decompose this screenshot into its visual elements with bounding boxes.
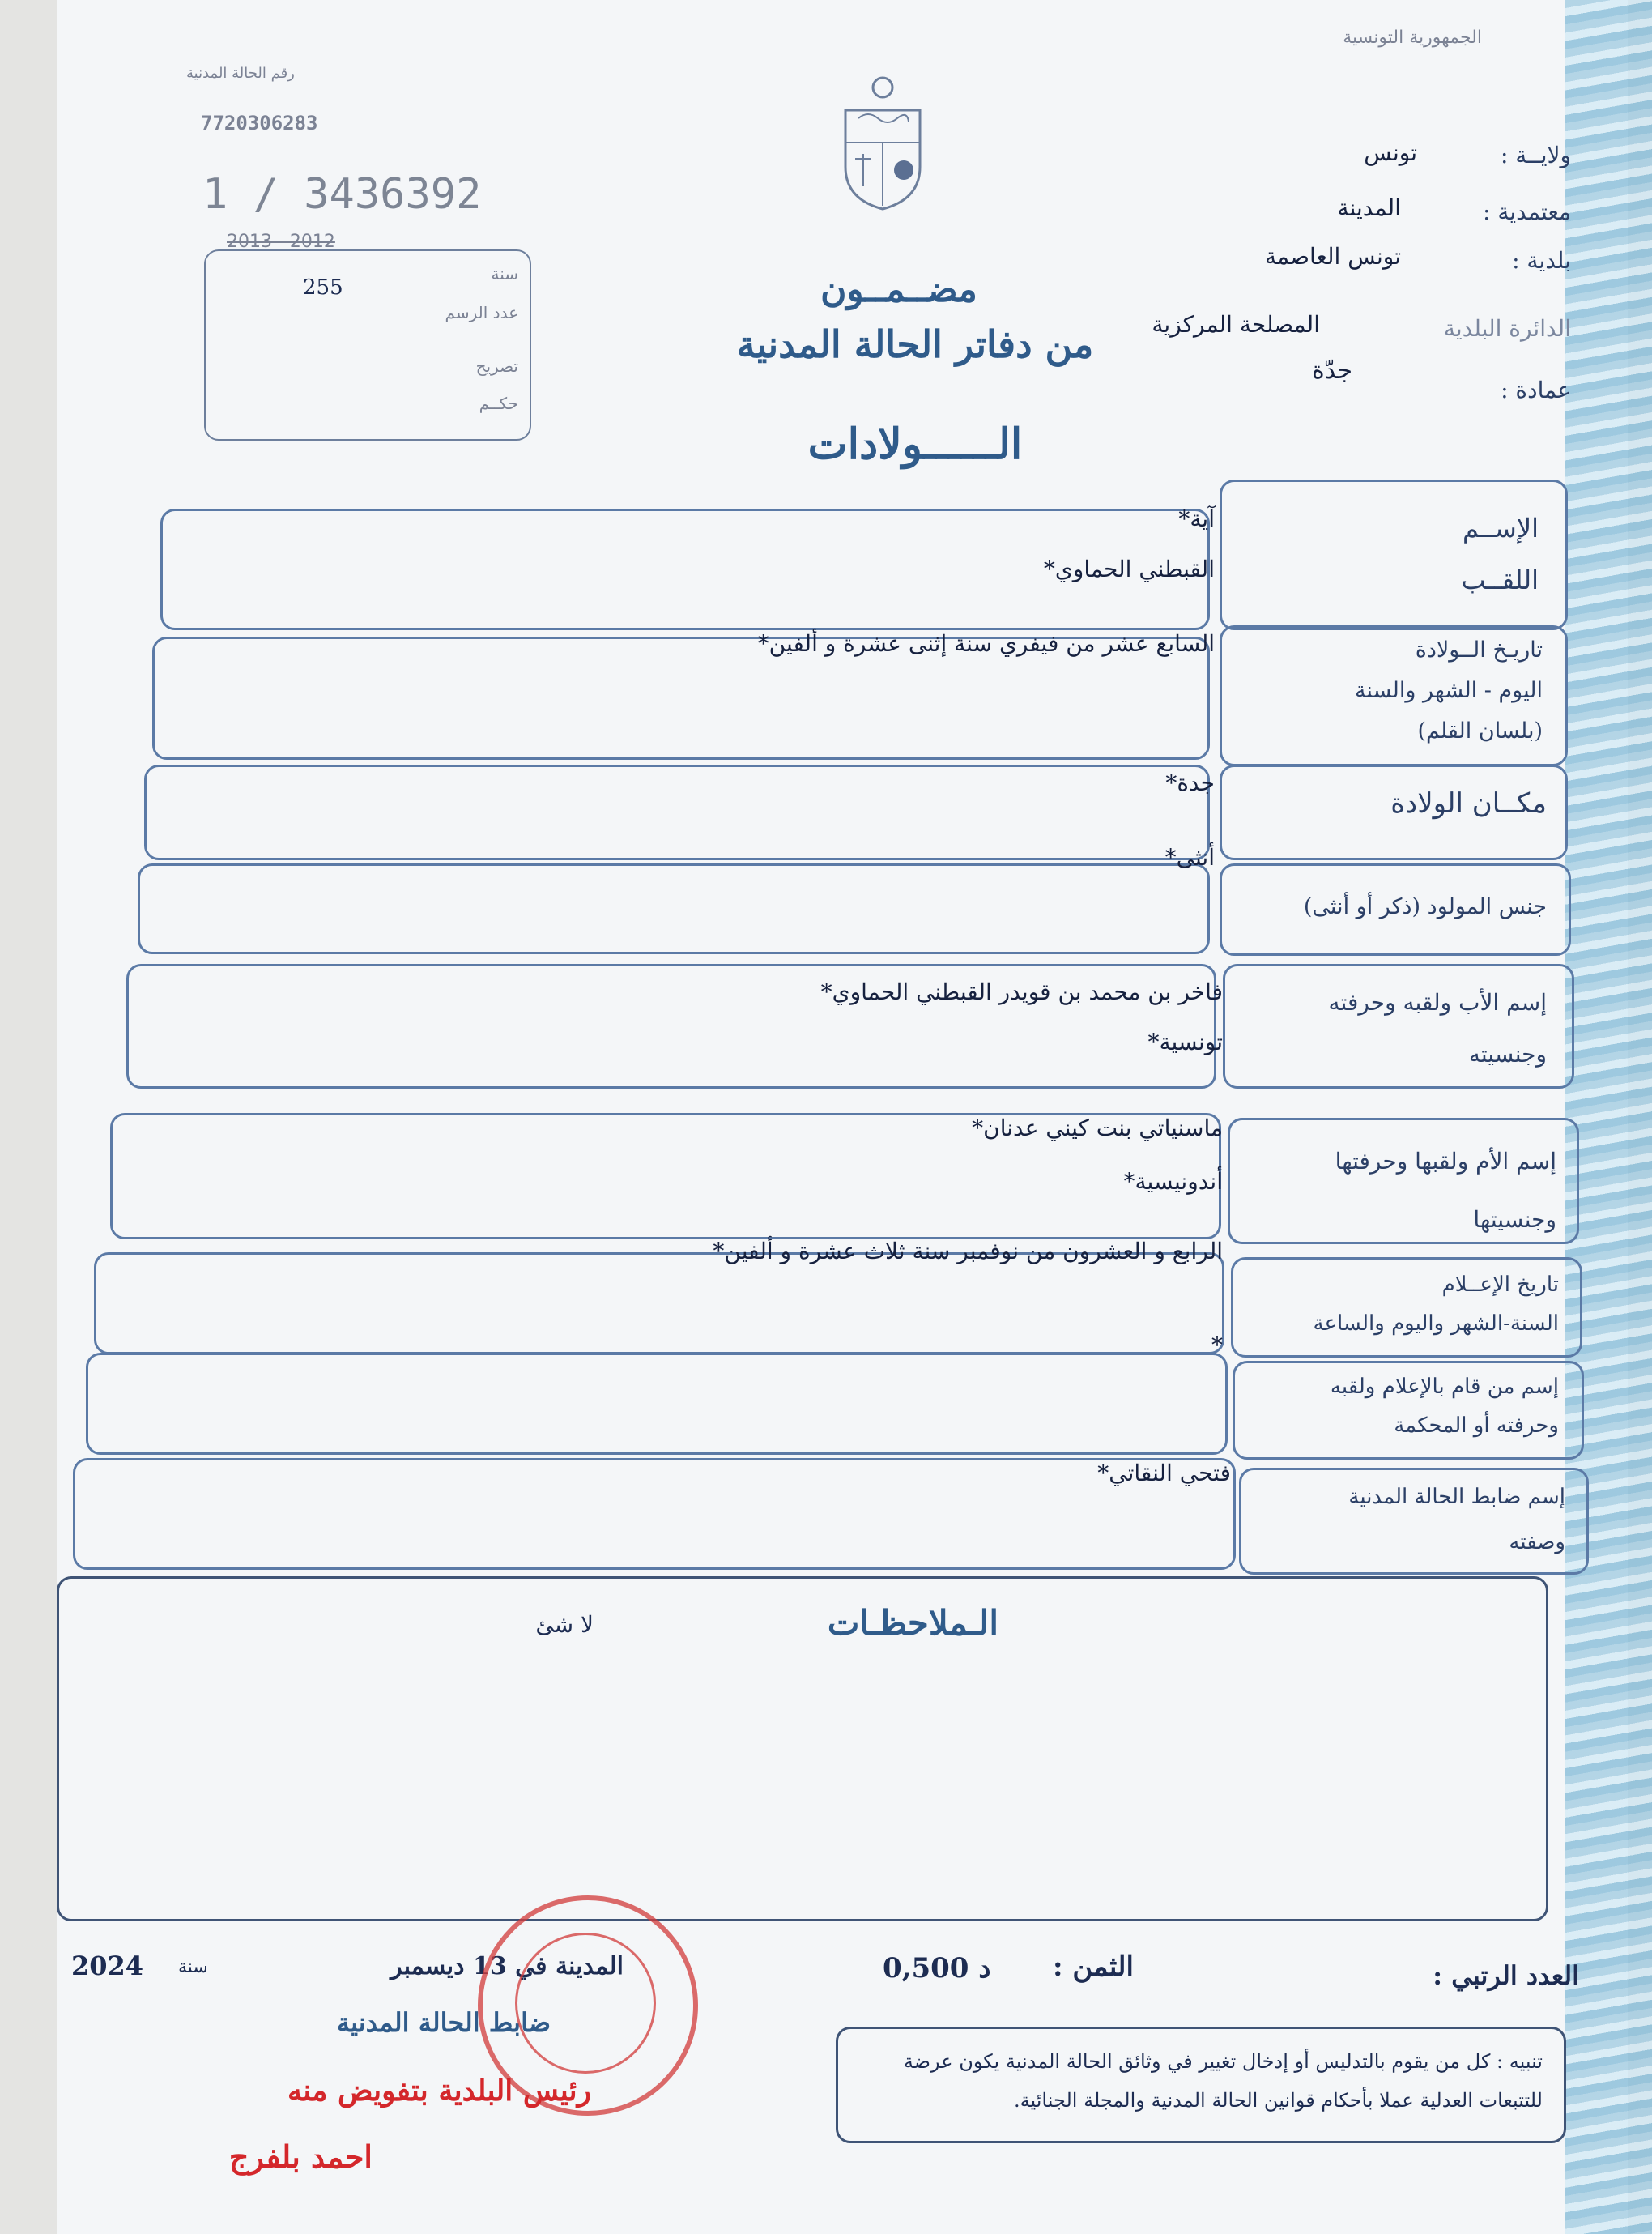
label-officer: إسم ضابط الحالة المدنية وصفته (1348, 1485, 1565, 1554)
declaration-label: تصريح (475, 356, 518, 376)
value-birth-date: السابع عشر من فيفري سنة إثنى عشرة و ألفين* (757, 630, 1215, 657)
district-label: الدائرة البلدية (1443, 315, 1571, 342)
governorate-value: تونس (1364, 139, 1417, 166)
birth-certificate-paper (57, 0, 1628, 2234)
section-title: الــــــولادات (807, 420, 1023, 469)
footer-date: المدينة في 13 ديسمبر (390, 1952, 624, 1980)
value-box-sex (138, 863, 1210, 954)
republic-header: الجمهورية التونسية (1343, 28, 1482, 48)
value-sex: أنثى* (1164, 844, 1215, 871)
label-birth-date: تاريـخ الــولادة اليوم - الشهر والسنة (بلسان القلم) (1354, 637, 1543, 744)
year-label: سنة (491, 264, 518, 284)
decorative-border (1565, 0, 1652, 2234)
label-birth-place: مكــان الولادة (1390, 787, 1547, 820)
red-signature-line2: احمد بلفرج (228, 2138, 373, 2175)
warning-box (836, 2027, 1566, 2143)
value-box-declarant (86, 1353, 1228, 1455)
notes-box (57, 1576, 1548, 1921)
price-label: الثمن : (1053, 1950, 1134, 1983)
title-line1: مضــمــون (820, 269, 977, 310)
value-name: آية* القبطني الحماوي* (1043, 505, 1215, 582)
district-value: المصلحة المركزية (1152, 311, 1320, 338)
footer-year-label: سنة (178, 1957, 208, 1977)
notes-label: الـملاحظـات (827, 1603, 998, 1643)
imada-value: جدّة (1311, 356, 1352, 385)
value-box-declaration-date (94, 1252, 1224, 1354)
value-declarant: * (1211, 1332, 1223, 1358)
register-number: 1 / 3436392 (202, 170, 482, 219)
registration-box (204, 249, 531, 441)
ruling-label: حكــم (479, 394, 518, 413)
value-birth-place: جدة* (1165, 770, 1215, 796)
title-line2: من دفاتر الحالة المدنية (736, 322, 1094, 366)
act-number: 255 (303, 275, 343, 300)
value-father: فاخر بن محمد بن قويدر القبطني الحماوي* تونسية* (820, 978, 1223, 1055)
civil-number-label: رقم الحالة المدنية (186, 65, 295, 82)
value-officer: فتحي النقاتي* (1097, 1460, 1231, 1486)
label-father: إسم الأب ولقبه وحرفته وجنسيته (1328, 989, 1547, 1068)
price-value: 0,500 د (883, 1952, 991, 1985)
footer-year: 2024 (71, 1950, 144, 1981)
municipality-value: تونس العاصمة (1265, 243, 1401, 270)
imada-label: عمادة : (1501, 377, 1571, 403)
label-name: الإســم اللقــب (1461, 513, 1539, 595)
red-signature-line1: رئيس البلدية بتفويض منه (287, 2074, 591, 2108)
warning-text: تنبيه : كل من يقوم بالتدليس أو إدخال تغيير في وثائق الحالة المدنية يكون عرضة للتتبعات العدلية عملا بأحكام قوانين الحالة المدنية والمجلة الجنائية. (903, 2050, 1543, 2112)
officer-signature-label: ضابط الحالة المدنية (336, 2007, 551, 2038)
municipality-label: بلدية : (1512, 247, 1571, 274)
value-declaration-date: الرابع و العشرون من نوفمبر سنة ثلاث عشرة و ألفين* (713, 1238, 1223, 1264)
notes-value: لا شئ (535, 1611, 594, 1638)
years-strike: 2013 - 2012 (227, 232, 335, 252)
act-number-label: عدد الرسم (445, 303, 518, 322)
label-sex: جنس المولود (ذكر أو أنثى) (1303, 894, 1547, 919)
serial-label: العدد الرتبي : (1433, 1960, 1579, 1991)
tunisia-coat-of-arms (834, 70, 931, 215)
value-mother: ماسنياتي بنت كيني عدنان* أندونيسية* (972, 1115, 1223, 1195)
governorate-label: ولايــة : (1500, 142, 1571, 168)
delegation-label: معتمدية : (1483, 198, 1571, 225)
label-declarant: إسم من قام بالإعلام ولقبه وحرفته أو المحكمة (1330, 1375, 1559, 1438)
label-mother: إسم الأم ولقبها وحرفتها وجنسيتها (1335, 1148, 1556, 1233)
civil-number: 7720306283 (201, 112, 318, 134)
delegation-value: المدينة (1337, 194, 1401, 221)
label-declaration-date: تاريخ الإعــلام السنة-الشهر واليوم والساعة (1313, 1273, 1559, 1336)
